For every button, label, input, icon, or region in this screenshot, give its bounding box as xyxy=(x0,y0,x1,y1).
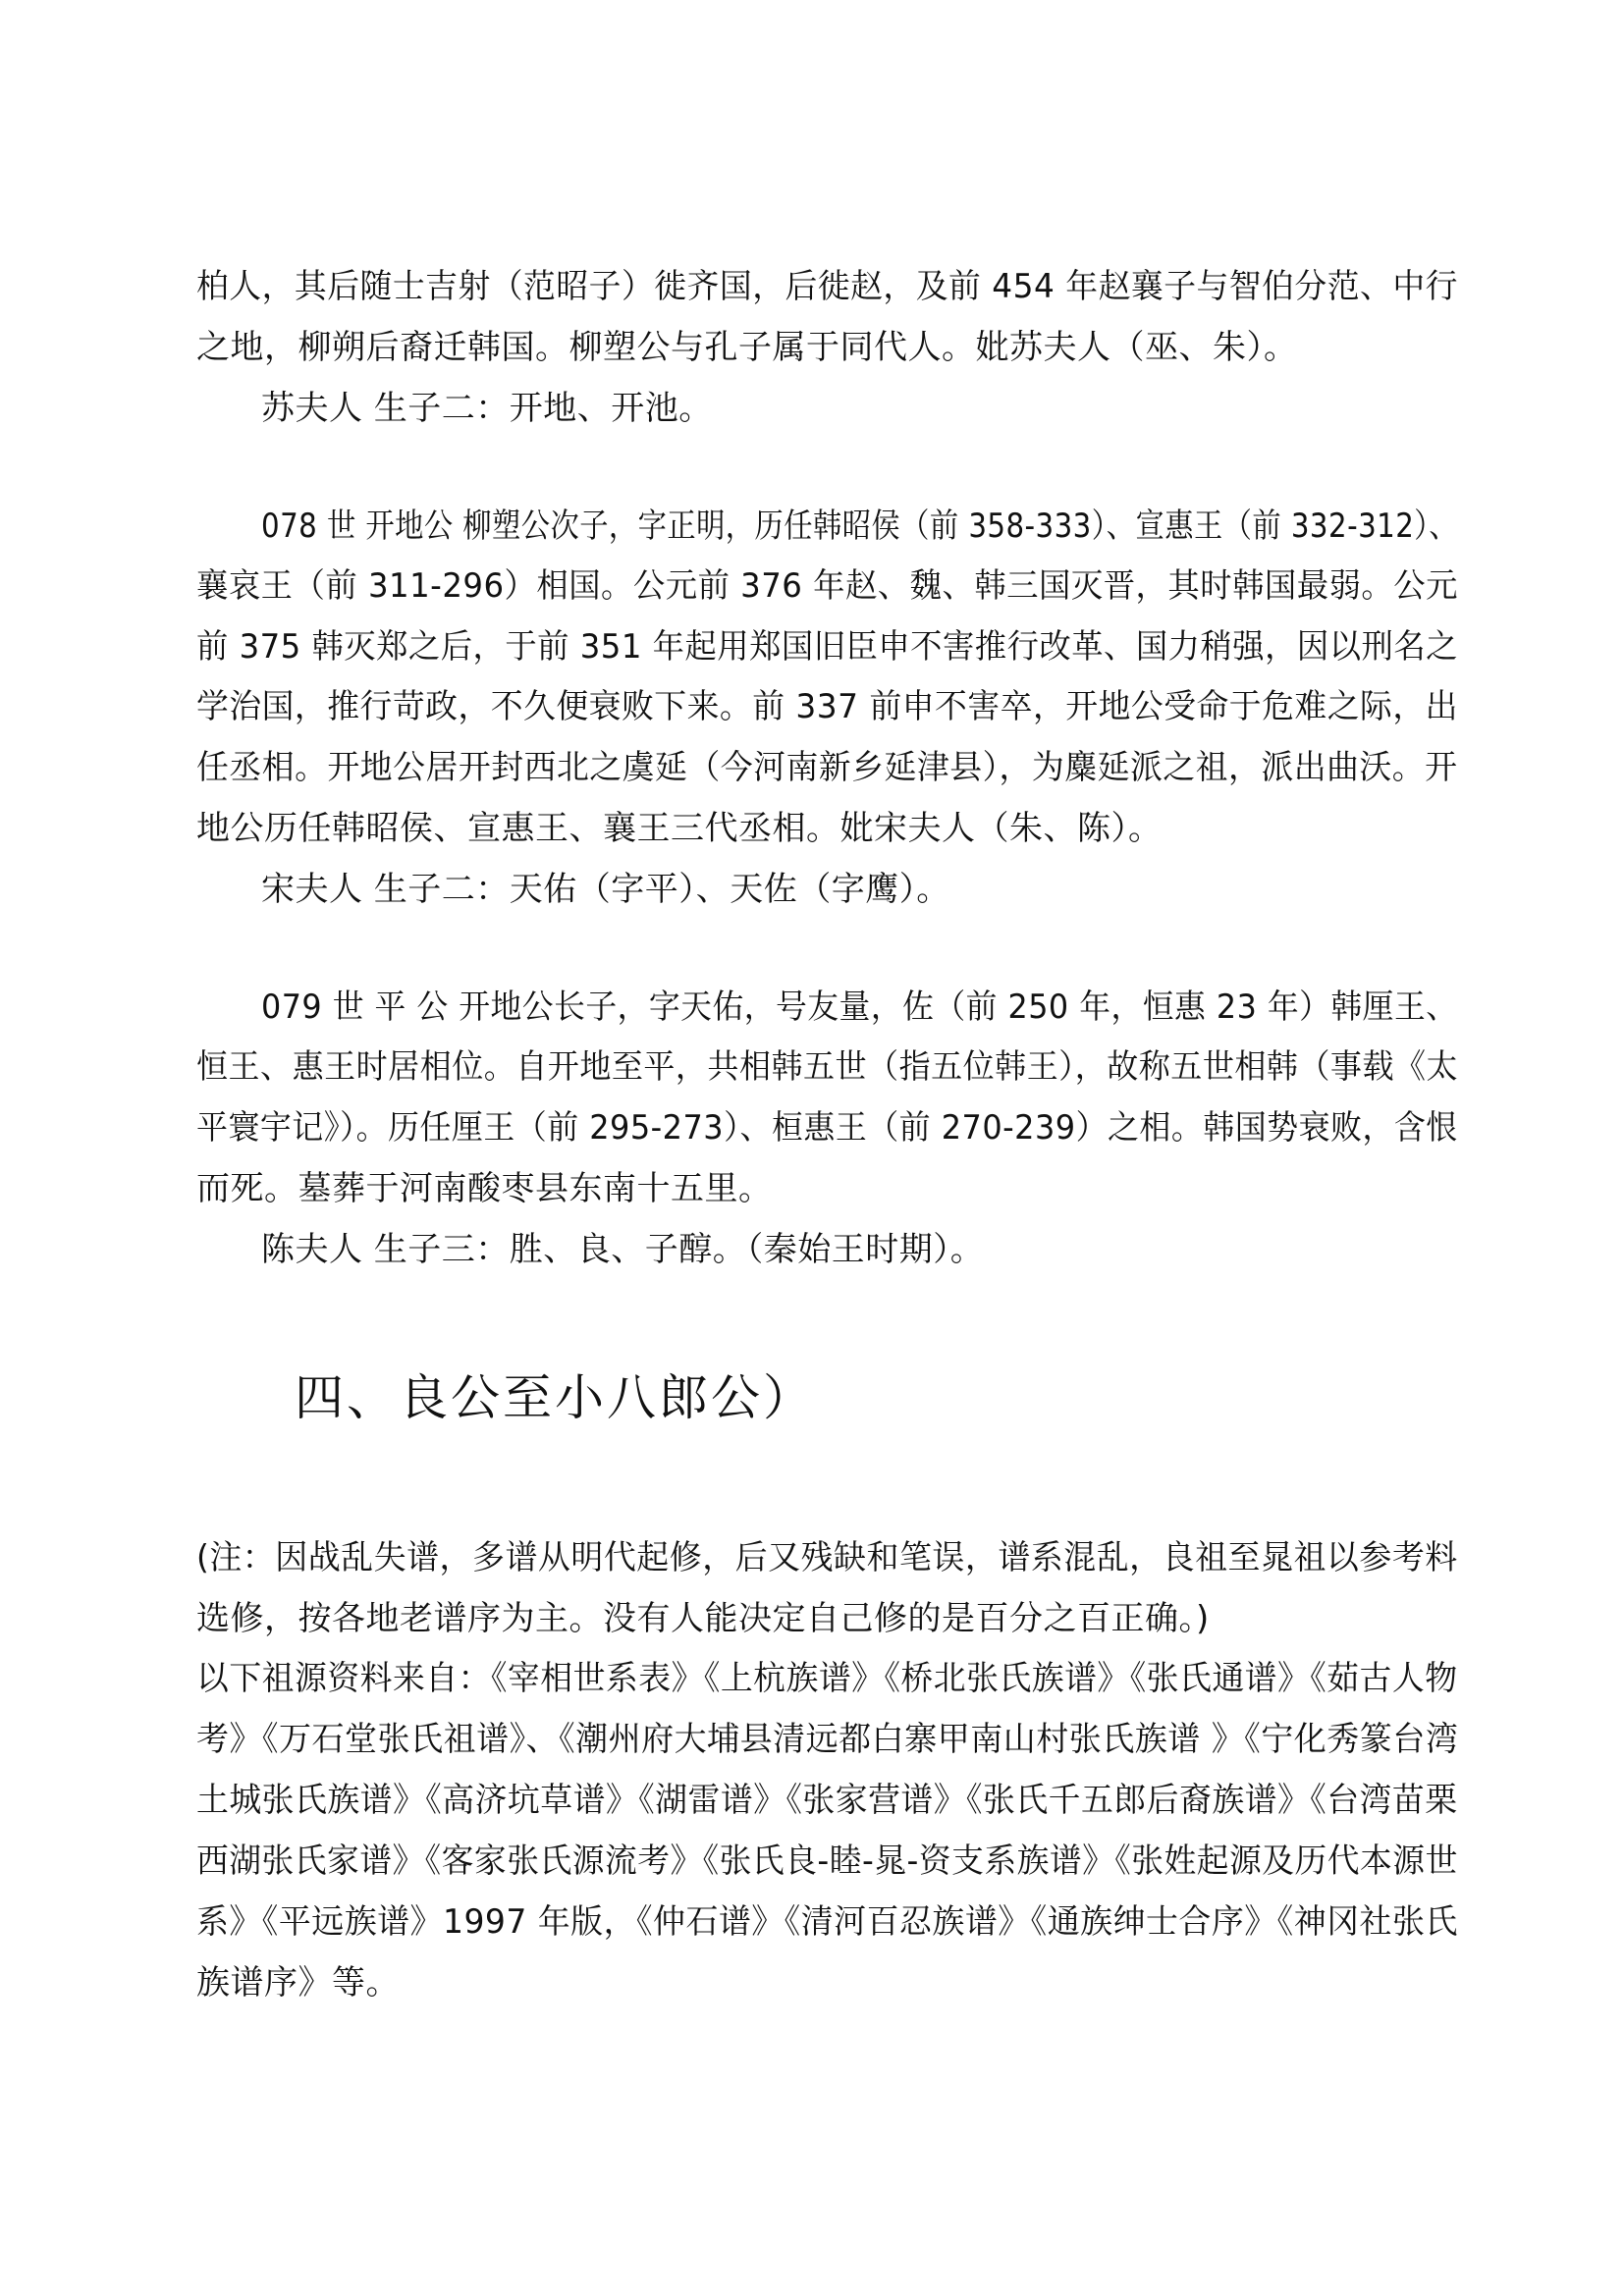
paragraph-line: 陈夫人 生子三：胜、良、子醇。（秦始王时期）。 xyxy=(261,1230,985,1269)
paragraph-line: 078 世 开地公 柳塑公次子，字正明，历任韩昭侯（前 358-333）、宣惠王（前 332-312）、 xyxy=(261,507,1459,546)
paragraph-line: 以下祖源资料来自：《宰相世系表》《上杭族谱》《桥北张氏族谱》《张氏通谱》《茹古人物 xyxy=(196,1659,1458,1698)
paragraph-line: 而死。墓葬于河南酸枣县东南十五里。 xyxy=(196,1169,773,1208)
paragraph-line: 族谱序》等。 xyxy=(196,1963,400,2002)
paragraph-line: 柏人，其后随士吉射（范昭子）徙齐国，后徙赵，及前 454 年赵襄子与智伯分范、中行 xyxy=(196,267,1458,306)
paragraph-line: 恒王、惠王时居相位。自开地至平，共相韩五世（指五位韩王），故称五世相韩（事载《太 xyxy=(196,1047,1459,1087)
paragraph-line: 平寰宇记》）。历任厘王（前 295-273）、桓惠王（前 270-239）之相。韩国势衰败，含恨 xyxy=(196,1108,1458,1148)
paragraph-line: 考》《万石堂张氏祖谱》、《潮州府大埔县清远都白寨甲南山村张氏族谱 》《宁化秀篆台湾 xyxy=(196,1720,1459,1759)
note-line: (注：因战乱失谱，多谱从明代起修，后又残缺和笔误，谱系混乱，良祖至晁祖以参考料 xyxy=(196,1538,1458,1577)
paragraph-line: 前 375 韩灭郑之后，于前 351 年起用郑国旧臣申不害推行改革、国力稍强，因以刑名之 xyxy=(196,627,1458,667)
paragraph-line: 襄哀王（前 311-296）相国。公元前 376 年赵、魏、韩三国灭晋，其时韩国最弱。公元 xyxy=(196,566,1458,606)
paragraph-line: 079 世 平 公 开地公长子，字天佑，号友量，佐（前 250 年，恒惠 23 年）韩厘王、 xyxy=(261,988,1458,1027)
note-line: 选修，按各地老谱序为主。没有人能决定自己修的是百分之百正确。) xyxy=(196,1599,1210,1638)
section-heading: 四、良公至小八郎公） xyxy=(295,1369,815,1426)
paragraph-line: 宋夫人 生子二：天佑（字平）、天佐（字鹰）。 xyxy=(261,870,950,909)
paragraph-line: 地公历任韩昭侯、宣惠王、襄王三代丞相。妣宋夫人（朱、陈）。 xyxy=(196,809,1163,848)
paragraph-line: 任丞相。开地公居开封西北之虞延（今河南新乡延津县），为麋延派之祖，派出曲沃。开 xyxy=(196,748,1458,787)
paragraph-line: 苏夫人 生子二：开地、开池。 xyxy=(261,389,713,428)
paragraph-line: 土城张氏族谱》《高济坑草谱》《湖雷谱》《张家营谱》《张氏千五郎后裔族谱》《台湾苗栗 xyxy=(196,1781,1458,1820)
paragraph-line: 西湖张氏家谱》《客家张氏源流考》《张氏良-睦-晁-资支系族谱》《张姓起源及历代本源世 xyxy=(196,1842,1458,1881)
paragraph-line: 学治国，推行苛政，不久便衰败下来。前 337 前申不害卒，开地公受命于危难之际，出 xyxy=(196,687,1458,726)
paragraph-line: 之地，柳朔后裔迁韩国。柳塑公与孔子属于同代人。妣苏夫人（巫、朱）。 xyxy=(196,328,1298,367)
paragraph-line: 系》《平远族谱》1997 年版，《仲石谱》《清河百忍族谱》《通族绅士合序》《神冈社张氏 xyxy=(196,1902,1458,1942)
